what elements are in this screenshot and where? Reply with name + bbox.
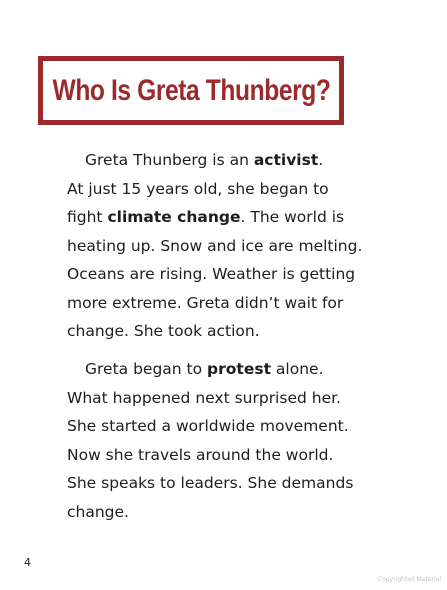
- paragraph-2-line-5: She speaks to leaders. She demands: [67, 474, 354, 492]
- paragraph-2: [67, 355, 367, 526]
- paragraph-1-line-1: [67, 146, 367, 175]
- paragraph-1-line-5: Oceans are rising. Weather is getting: [67, 265, 356, 283]
- paragraph-1-line-6: more extreme. Greta didn’t wait for: [67, 293, 344, 312]
- paragraph-2-line-3: She started a worldwide movement.: [67, 417, 349, 435]
- bold-term-climate-change: climate change: [107, 208, 241, 226]
- paragraph-1: [67, 146, 367, 346]
- bold-term-protest: protest: [207, 360, 271, 378]
- paragraph-2-line-6: change.: [67, 502, 129, 521]
- paragraph-2-line-1: [67, 355, 367, 384]
- paragraph-1-line-7: change. She took action.: [67, 322, 260, 340]
- text-run: .: [318, 151, 324, 169]
- page-number: 4: [24, 556, 31, 569]
- text-run: Greta began to: [85, 360, 208, 378]
- paragraph-2-line-2: What happened next surprised her.: [67, 388, 341, 407]
- text-run: Greta Thunberg is an: [85, 151, 254, 169]
- title-box: [38, 56, 344, 125]
- text-run: alone.: [271, 360, 324, 378]
- text-run: . The world is: [240, 208, 345, 226]
- bold-term-activist: activist: [253, 151, 319, 169]
- paragraph-1-line-4: heating up. Snow and ice are melting.: [67, 236, 363, 255]
- text-run: fight: [67, 208, 108, 226]
- paragraph-1-line-3: [67, 203, 367, 232]
- paragraph-1-line-2: At just 15 years old, she began to: [67, 179, 329, 198]
- paragraph-2-line-4: Now she travels around the world.: [67, 445, 334, 464]
- copyright-notice: Copyrighted Material: [377, 576, 441, 583]
- page-title: Who Is Greta Thunberg?: [52, 73, 330, 107]
